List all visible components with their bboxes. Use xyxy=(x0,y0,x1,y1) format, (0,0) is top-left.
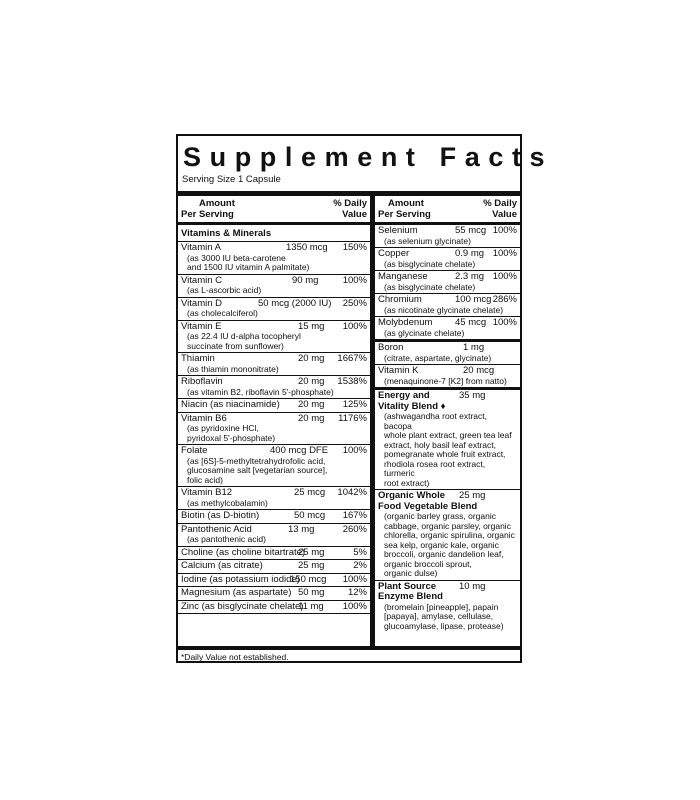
panel-title: Supplement Facts xyxy=(183,142,554,172)
daily-value: 2% xyxy=(353,560,367,571)
nutrient-name: Vitamin C xyxy=(181,274,223,286)
blend-ingredients: extract, holy basil leaf extract, xyxy=(384,439,496,450)
serving-size: Serving Size 1 Capsule xyxy=(182,174,281,185)
nutrient-name: Pantothenic Acid xyxy=(181,523,252,535)
daily-value: 125% xyxy=(342,399,367,410)
nutrient-source: folic acid) xyxy=(187,474,223,485)
left-column xyxy=(178,196,370,646)
nutrient-name: Biotin (as D-biotin) xyxy=(181,510,260,521)
nutrient-source: (as glycinate chelate) xyxy=(384,327,465,338)
nutrient-source: pyridoxal 5'-phosphate) xyxy=(187,432,276,443)
daily-value: 250% xyxy=(342,297,367,309)
nutrient-amount: 50 mg xyxy=(298,587,325,598)
nutrient-name: Chromium xyxy=(378,294,422,305)
nutrient-amount: 2.3 mg xyxy=(455,271,485,282)
nutrient-amount: 0.9 mg xyxy=(455,248,485,259)
nutrient-row xyxy=(375,342,520,365)
nutrient-amount: 11 mg xyxy=(298,600,324,612)
blend-ingredients: chlorella, organic spirulina, organic xyxy=(384,530,515,540)
nutrient-name: Niacin (as niacinamide) xyxy=(181,399,280,410)
daily-value: 286% xyxy=(492,294,517,305)
nutrient-name: Iodine (as potassium iodide) xyxy=(181,573,300,585)
amount-header-line2: Per Serving xyxy=(181,209,234,220)
nutrient-name: Choline (as choline bitartrate) xyxy=(181,546,306,558)
daily-value: 100% xyxy=(492,271,517,282)
nutrient-row xyxy=(178,376,370,399)
amount-header xyxy=(378,198,431,220)
dv-header-line1: % Daily xyxy=(483,198,517,209)
daily-value: 100% xyxy=(342,445,367,456)
nutrient-source: glucosamine salt [vegetarian source], xyxy=(187,465,328,475)
nutrient-name: Vitamin A xyxy=(181,242,221,253)
daily-value: 100% xyxy=(492,317,517,328)
nutrient-source: (as bisglycinate chelate) xyxy=(384,258,476,269)
nutrient-amount: 50 mcg (2000 IU) xyxy=(258,297,332,309)
blend-amount: 10 mg xyxy=(459,580,486,592)
daily-value: 100% xyxy=(342,573,367,585)
nutrient-name: Vitamin B12 xyxy=(181,487,233,498)
nutrient-source: (as selenium glycinate) xyxy=(384,235,471,246)
blend-ingredients: broccoli, organic dandelion leaf, xyxy=(384,549,504,559)
dv-header-line1: % Daily xyxy=(333,198,367,209)
nutrient-source: succinate from sunflower) xyxy=(187,340,284,351)
amount-header-line1: Amount xyxy=(199,198,235,209)
blend-ingredients: whole plant extract, green tea leaf xyxy=(384,430,512,440)
nutrient-amount: 150 mcg xyxy=(290,573,327,585)
nutrient-name: Folate xyxy=(181,445,208,456)
nutrient-amount: 20 mg xyxy=(298,412,325,424)
blend-ingredients: (bromelain [pineapple], papain xyxy=(384,601,499,612)
daily-value: 5% xyxy=(353,546,367,558)
nutrient-amount: 25 mg xyxy=(298,546,325,558)
nutrient-source: (as pantothenic acid) xyxy=(187,534,266,544)
nutrient-source: (citrate, aspartate, glycinate) xyxy=(384,352,492,363)
blend-name: Plant Source xyxy=(378,580,437,592)
right-mineral-list xyxy=(375,225,520,342)
nutrient-amount: 1350 mcg xyxy=(286,242,328,253)
dv-header xyxy=(483,198,517,220)
nutrient-source: (as vitamin B2, riboflavin 5'-phosphate) xyxy=(187,386,334,397)
blend-row xyxy=(375,490,520,581)
nutrient-source: (as pyridoxine HCl, xyxy=(187,423,259,433)
blend-amount: 25 mg xyxy=(459,490,486,501)
nutrient-source: (as L-ascorbic acid) xyxy=(187,285,262,295)
nutrient-amount: 50 mcg xyxy=(294,510,326,521)
daily-value: 1042% xyxy=(337,487,367,498)
nutrient-source: (as [6S]-5-methyltetrahydrofolic acid, xyxy=(187,455,326,466)
blend-name: Vitality Blend ♦ xyxy=(378,400,446,412)
blend-ingredients: rhodiola rosea root extract, turmeric xyxy=(384,458,486,478)
nutrient-amount: 55 mcg xyxy=(455,225,487,236)
blend-ingredients: organic dulse) xyxy=(384,568,438,578)
nutrient-row xyxy=(178,242,370,275)
nutrient-amount: 13 mg xyxy=(288,523,315,535)
daily-value: 1538% xyxy=(337,376,367,387)
blend-name: Food Vegetable Blend xyxy=(378,500,478,512)
blend-ingredients: (organic barley grass, organic xyxy=(384,511,496,521)
nutrient-row xyxy=(178,298,370,321)
blend-row xyxy=(375,390,520,490)
blend-ingredients: sea kelp, organic kale, organic xyxy=(384,539,499,550)
supplement-facts-panel xyxy=(176,134,554,663)
nutrient-row xyxy=(178,547,370,561)
nutrient-source: (as methylcobalamin) xyxy=(187,497,268,508)
right-column-header xyxy=(375,196,520,225)
nutrient-amount: 90 mg xyxy=(292,274,319,286)
blend-row xyxy=(375,581,520,633)
nutrient-amount: 20 mcg xyxy=(463,365,495,376)
nutrient-name: Thiamin xyxy=(181,353,215,364)
daily-value: 1176% xyxy=(338,412,367,424)
nutrient-source: (as nicotinate glycinate chelate) xyxy=(384,304,504,315)
nutrient-amount: 100 mcg xyxy=(455,294,492,305)
nutrient-source: (as bisglycinate chelate) xyxy=(384,281,476,292)
blend-ingredients: glucoamylase, lipase, protease) xyxy=(384,620,504,631)
nutrient-name: Molybdenum xyxy=(378,317,433,328)
nutrient-name: Boron xyxy=(378,342,404,353)
blend-ingredients: root extract) xyxy=(384,477,430,488)
daily-value: 1667% xyxy=(337,353,367,364)
nutrient-name: Zinc (as bisglycinate chelate) xyxy=(181,600,304,612)
nutrient-name: Vitamin B6 xyxy=(181,412,227,424)
nutrient-row xyxy=(178,275,370,298)
nutrient-name: Manganese xyxy=(378,271,428,282)
nutrient-amount: 15 mg xyxy=(298,320,325,332)
blend-name: Energy and xyxy=(378,390,430,401)
nutrient-name: Vitamin D xyxy=(181,297,223,309)
nutrient-row xyxy=(178,321,370,354)
nutrient-row xyxy=(178,587,370,601)
nutrient-row xyxy=(375,225,520,248)
dv-header-line2: Value xyxy=(342,209,367,220)
nutrient-row xyxy=(178,601,370,615)
daily-value: 100% xyxy=(342,600,367,612)
nutrient-amount: 1 mg xyxy=(463,342,485,353)
blend-ingredients: pomegranate whole fruit extract, xyxy=(384,449,506,459)
nutrient-amount: 25 mg xyxy=(298,560,325,571)
bottom-divider xyxy=(178,646,520,650)
nutrient-row xyxy=(375,294,520,317)
dv-header xyxy=(333,198,367,220)
footnote: *Daily Value not established. xyxy=(181,652,289,662)
section-title: Vitamins & Minerals xyxy=(178,225,370,242)
nutrient-row xyxy=(178,510,370,524)
nutrient-name: Riboflavin xyxy=(181,376,223,387)
nutrient-amount: 45 mcg xyxy=(455,317,487,328)
nutrient-name: Copper xyxy=(378,248,410,259)
nutrient-row xyxy=(178,487,370,510)
nutrient-amount: 20 mg xyxy=(298,399,325,410)
nutrient-source: and 1500 IU vitamin A palmitate) xyxy=(187,262,310,272)
daily-value: 12% xyxy=(347,587,367,598)
left-nutrient-list xyxy=(178,242,370,614)
nutrient-amount: 25 mcg xyxy=(294,487,326,498)
nutrient-source: (as 22.4 IU d-alpha tocopheryl xyxy=(187,331,301,341)
daily-value: 260% xyxy=(342,523,367,535)
nutrient-amount: 20 mg xyxy=(298,376,325,387)
amount-header-line1: Amount xyxy=(388,198,424,209)
amount-header-line2: Per Serving xyxy=(378,209,431,220)
blend-ingredients: organic broccoli sprout, xyxy=(384,558,472,569)
blend-name: Organic Whole xyxy=(378,490,446,501)
blend-ingredients: (ashwagandha root extract, bacopa xyxy=(384,411,488,431)
nutrient-name: Vitamin K xyxy=(378,365,419,376)
nutrient-name: Calcium (as citrate) xyxy=(181,560,263,571)
amount-header xyxy=(181,198,235,220)
daily-value: 167% xyxy=(342,510,367,521)
nutrient-source: (as cholecalciferol) xyxy=(187,308,258,318)
blend-ingredients: [papaya], amylase, cellulase, xyxy=(384,611,494,621)
daily-value: 100% xyxy=(342,320,367,332)
nutrient-row xyxy=(178,524,370,547)
nutrient-row xyxy=(375,317,520,342)
blend-amount: 35 mg xyxy=(459,390,486,401)
nutrient-name: Selenium xyxy=(378,225,418,236)
left-column-header xyxy=(178,196,370,225)
nutrient-name: Magnesium (as aspartate) xyxy=(181,587,292,598)
nutrient-name: Vitamin E xyxy=(181,320,222,332)
nutrient-row xyxy=(375,271,520,294)
nutrient-row xyxy=(178,399,370,413)
daily-value: 100% xyxy=(492,248,517,259)
blend-name: Enzyme Blend xyxy=(378,591,443,602)
right-column xyxy=(375,196,520,646)
dv-header-line2: Value xyxy=(492,209,517,220)
nutrient-row xyxy=(178,445,370,487)
nutrient-row xyxy=(178,353,370,376)
nutrient-source: (as thiamin mononitrate) xyxy=(187,363,279,374)
right-blend-list xyxy=(375,390,520,632)
nutrient-amount: 20 mg xyxy=(298,353,325,364)
nutrient-row xyxy=(178,560,370,574)
blend-ingredients: cabbage, organic parsley, organic xyxy=(384,520,511,531)
nutrient-amount: 400 mcg DFE xyxy=(270,445,329,456)
daily-value: 150% xyxy=(342,242,367,253)
daily-value: 100% xyxy=(492,225,517,236)
right-other-list xyxy=(375,342,520,390)
nutrient-source: (as 3000 IU beta-carotene xyxy=(187,252,286,263)
nutrient-row xyxy=(178,574,370,588)
daily-value: 100% xyxy=(342,274,367,286)
nutrient-row xyxy=(178,413,370,446)
nutrient-row xyxy=(375,365,520,390)
nutrient-row xyxy=(375,248,520,271)
nutrient-source: (menaquinone-7 [K2] from natto) xyxy=(384,375,507,386)
